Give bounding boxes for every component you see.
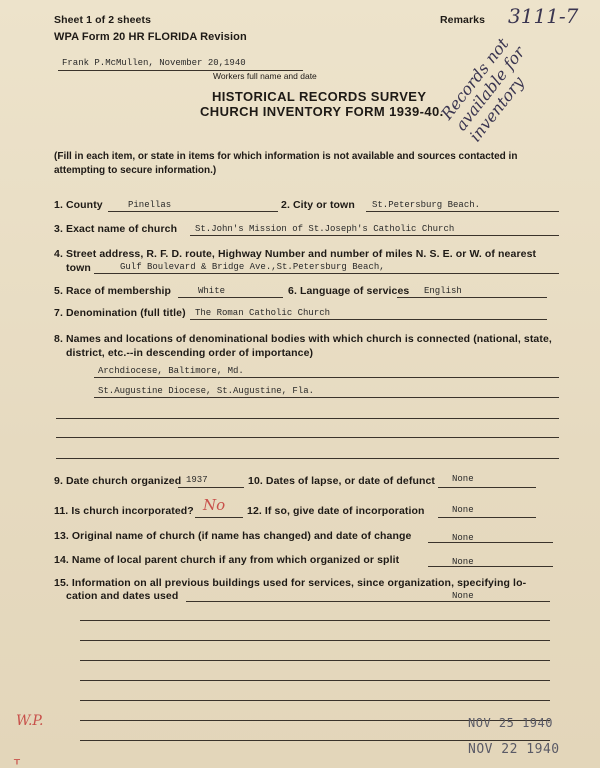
q13-original-name-value: None bbox=[452, 533, 474, 543]
instruction-line-1: (Fill in each item, or state in items for which information is not available and sources contacted in bbox=[54, 151, 518, 162]
q8-line-4 bbox=[56, 437, 559, 438]
q8-body-2: St.Augustine Diocese, St.Augustine, Fla. bbox=[98, 386, 315, 396]
q10-line bbox=[438, 487, 536, 488]
q15-line-6 bbox=[80, 700, 550, 701]
q7-denomination-label: 7. Denomination (full title) bbox=[54, 307, 186, 319]
q11-incorporated-label: 11. Is church incorporated? bbox=[54, 505, 194, 517]
q9-organized-label: 9. Date church organized bbox=[54, 475, 182, 487]
title-survey: HISTORICAL RECORDS SURVEY bbox=[212, 89, 427, 104]
instruction-line-2: attempting to secure information.) bbox=[54, 165, 217, 176]
q8-line-3 bbox=[56, 418, 559, 419]
q9-line bbox=[178, 487, 244, 488]
q3-line bbox=[190, 235, 559, 236]
q8-bodies-label: 8. Names and locations of denominational bodies with which church is connected (national, state, bbox=[54, 333, 552, 345]
q5-race-label: 5. Race of membership bbox=[54, 285, 172, 297]
red-tick-icon: ᚁ bbox=[14, 752, 20, 766]
q1-line bbox=[108, 211, 278, 212]
q2-city-label: 2. City or town bbox=[281, 199, 355, 211]
q2-line bbox=[366, 211, 559, 212]
q9-organized-value: 1937 bbox=[186, 475, 208, 485]
q8-line-2 bbox=[94, 397, 559, 398]
q12-incorporation-date-label: 12. If so, give date of incorporation bbox=[247, 505, 425, 517]
q8-line-5 bbox=[56, 458, 559, 459]
handwritten-note: Records not available for inventory bbox=[437, 34, 529, 146]
q13-line bbox=[428, 542, 553, 543]
q7-denomination-value: The Roman Catholic Church bbox=[195, 308, 331, 318]
q15-buildings-label: 15. Information on all previous buildings used for services, since organization, specifying lo- bbox=[54, 577, 527, 589]
received-stamp-2: NOV 22 1940 bbox=[468, 742, 560, 757]
q2-city-value: St.Petersburg Beach. bbox=[372, 200, 481, 210]
q4-address-label: 4. Street address, R. F. D. route, Highway Number and number of miles N. S. E. or W. of nearest bbox=[54, 248, 537, 260]
q15-line-3 bbox=[80, 640, 550, 641]
q5-race-value: White bbox=[198, 286, 226, 296]
title-form: CHURCH INVENTORY FORM 1939-40. bbox=[200, 104, 444, 119]
q14-parent-church-value: None bbox=[452, 557, 474, 567]
q14-line bbox=[428, 566, 553, 567]
q11-line bbox=[195, 517, 243, 518]
q15-buildings-label-2: cation and dates used bbox=[66, 590, 179, 602]
q5-line bbox=[178, 297, 283, 298]
q10-lapse-value: None bbox=[452, 474, 474, 484]
q1-county-value: Pinellas bbox=[128, 200, 172, 210]
worker-name-date: Frank P.McMullen, November 20,1940 bbox=[62, 58, 246, 68]
form-number: WPA Form 20 HR FLORIDA Revision bbox=[54, 31, 247, 43]
q15-line-2 bbox=[80, 620, 550, 621]
q6-language-value: English bbox=[424, 286, 462, 296]
q1-county-label: 1. County bbox=[54, 199, 103, 211]
q3-church-name-value: St.John's Mission of St.Joseph's Catholic Church bbox=[195, 224, 455, 234]
q15-buildings-value: None bbox=[452, 591, 474, 601]
q15-line-1 bbox=[186, 601, 550, 602]
q8-body-1: Archdiocese, Baltimore, Md. bbox=[98, 366, 244, 376]
worker-caption: Workers full name and date bbox=[213, 71, 317, 81]
q4-line bbox=[94, 273, 559, 274]
q4-address-value: Gulf Boulevard & Bridge Ave.,St.Petersburg Beach, bbox=[120, 262, 385, 272]
sheet-number: Sheet 1 of 2 sheets bbox=[54, 14, 152, 26]
q13-original-name-label: 13. Original name of church (if name has changed) and date of change bbox=[54, 530, 412, 542]
received-stamp-1: NOV 25 1940 bbox=[468, 716, 553, 730]
q12-incorporation-date-value: None bbox=[452, 505, 474, 515]
q6-language-label: 6. Language of services bbox=[288, 285, 410, 297]
q11-incorporated-value: No bbox=[203, 496, 226, 514]
q6-line bbox=[397, 297, 547, 298]
q15-line-8 bbox=[80, 740, 550, 741]
q3-church-name-label: 3. Exact name of church bbox=[54, 223, 178, 235]
q14-parent-church-label: 14. Name of local parent church if any from which organized or split bbox=[54, 554, 400, 566]
q8-line-1 bbox=[94, 377, 559, 378]
q4-town-label: town bbox=[66, 262, 91, 274]
q7-line bbox=[190, 319, 547, 320]
q8-bodies-label-2: district, etc.--in descending order of importance) bbox=[66, 347, 314, 359]
q15-line-4 bbox=[80, 660, 550, 661]
file-number: 3111-7 bbox=[508, 4, 579, 28]
initials-mark: W.P. bbox=[16, 713, 44, 729]
q10-lapse-label: 10. Dates of lapse, or date of defunct bbox=[248, 475, 436, 487]
q12-line bbox=[438, 517, 536, 518]
remarks-label: Remarks bbox=[440, 14, 486, 26]
q15-line-5 bbox=[80, 680, 550, 681]
